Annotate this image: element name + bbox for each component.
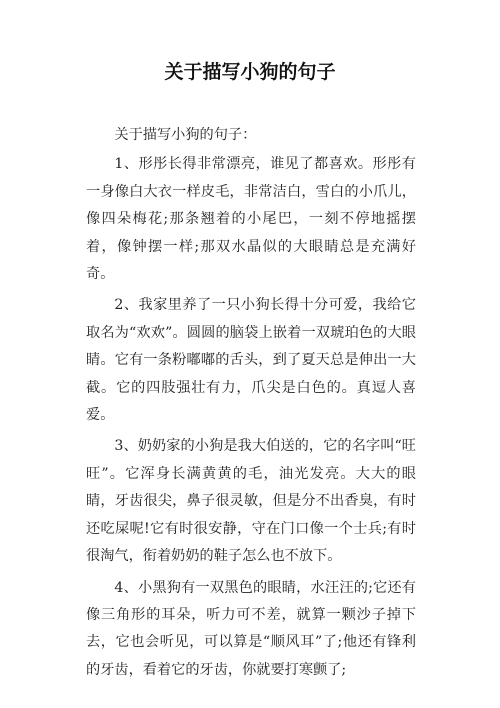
document-body [86,122,416,688]
paragraph-1: 1、形彤长得非常漂亮，谁见了都喜欢。形彤有一身像白大衣一样皮毛，非常洁白，雪白的小爪儿，像四朵梅花;那条翘着的小尾巴，一刻不停地摇摆着，像钟摆一样;那双水晶似的大眼睛总是充满好奇。 [86,156,416,283]
document-title: 关于描写小狗的句子 [164,61,336,83]
paragraph-4: 4、小黑狗有一双黑色的眼睛，水汪汪的;它还有像三角形的耳朵，听力可不差，就算一颗沙子掉下去，它也会听见，可以算是“顺风耳”了;他还有锋利的牙齿，看着它的牙齿，你就要打寒颤了; [86,579,416,678]
intro-line: 关于描写小狗的句子： [114,127,257,143]
paragraph-2: 2、我家里养了一只小狗长得十分可爱，我给它取名为“欢欢”。圆圆的脑袋上嵌着一双琥珀色的大眼睛。它有一条粉嘟嘟的舌头，到了夏天总是伸出一大截。它的四肢强壮有力，爪尖是白色的。真逗人喜爱。 [86,297,416,424]
paragraph-3: 3、奶奶家的小狗是我大伯送的，它的名字叫“旺旺”。它浑身长满黄黄的毛，油光发亮。大大的眼睛，牙齿很尖，鼻子很灵敏，但是分不出香臭，有时还吃屎呢!它有时很安静，守在门口像一个士兵;有时很淘气，衔着奶奶的鞋子怎么也不放下。 [86,438,416,565]
